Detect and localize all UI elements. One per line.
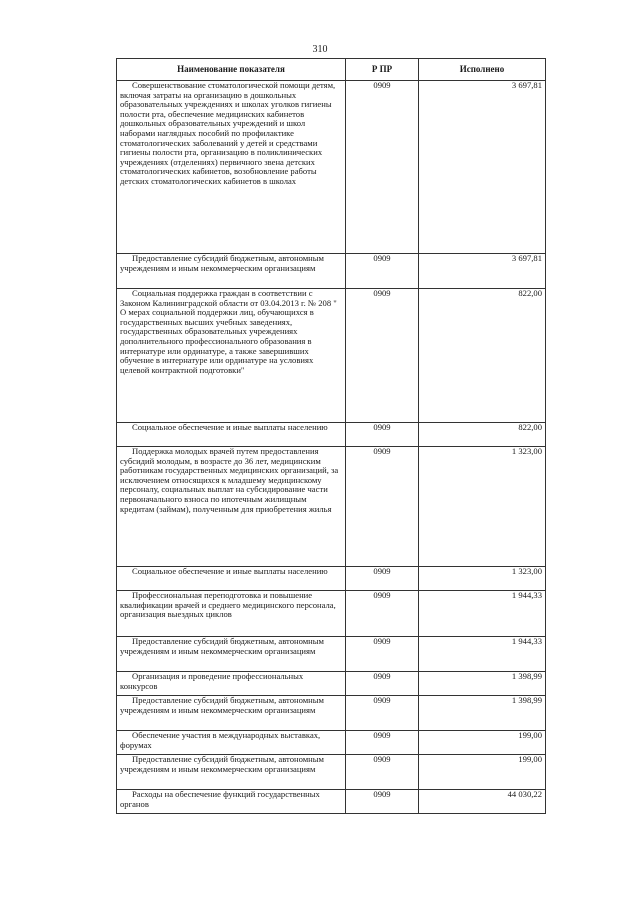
row-name: Профессиональная переподготовка и повышение квалификации врачей и среднего медицинского персонала, организация выездных циклов [120, 590, 336, 620]
row-code: 0909 [346, 81, 419, 254]
table-row [117, 289, 546, 423]
row-name-cell [117, 696, 346, 731]
row-name-cell [117, 567, 346, 591]
row-name-cell [117, 755, 346, 790]
row-amount: 44 030,22 [419, 790, 546, 814]
row-amount: 3 697,81 [419, 254, 546, 289]
column-header-amount: Исполнено [419, 59, 546, 81]
table-row [117, 790, 546, 814]
table-row [117, 672, 546, 696]
row-amount: 1 944,33 [419, 637, 546, 672]
table-header-row [117, 59, 546, 81]
table-row [117, 254, 546, 289]
row-code: 0909 [346, 731, 419, 755]
budget-table [116, 58, 546, 814]
row-name-cell [117, 289, 346, 423]
row-code: 0909 [346, 755, 419, 790]
row-code: 0909 [346, 637, 419, 672]
table-row [117, 755, 546, 790]
row-amount: 1 323,00 [419, 567, 546, 591]
page-number: 310 [312, 44, 328, 55]
row-amount: 1 398,99 [419, 672, 546, 696]
row-name-cell [117, 591, 346, 637]
row-amount: 1 398,99 [419, 696, 546, 731]
row-code: 0909 [346, 672, 419, 696]
row-name: Предоставление субсидий бюджетным, автономным учреждениям и иным некоммерческим организациям [120, 754, 324, 774]
table-row [117, 637, 546, 672]
row-code: 0909 [346, 790, 419, 814]
row-amount: 822,00 [419, 423, 546, 447]
row-amount: 822,00 [419, 289, 546, 423]
row-code: 0909 [346, 696, 419, 731]
row-name-cell [117, 447, 346, 567]
row-name: Социальное обеспечение и иные выплаты населению [132, 422, 328, 432]
table-row [117, 447, 546, 567]
row-name: Предоставление субсидий бюджетным, автономным учреждениям и иным некоммерческим организациям [120, 253, 324, 273]
table-row [117, 591, 546, 637]
row-name: Обеспечение участия в международных выставках, форумах [120, 730, 321, 750]
row-name: Поддержка молодых врачей путем предоставления субсидий молодым, в возрасте до 36 лет, медицинским работникам государственных медицинских организаций, за исключением относящихся к младшему медицинскому персоналу, социальных выплат на субсидирование части первоначального взноса по ипотечным жилищным кредитам (займам), полученным для приобретения жилья [120, 446, 339, 514]
row-name: Совершенствование стоматологической помощи детям, включая затраты на организацию в дошкольных образовательных учреждениях и школах уголков гигиены полости рта, обеспечение медицинских кабинетов дошкольных образовательных учреждений и школ наборами наглядных пособий по профилактике стоматологических заболеваний у детей и средствами гигиены полости рта, организацию в поликлинических учреждениях (отделениях) первичного звена детских стоматологических кабинетов, возобновление работы детских стоматологических кабинетов в школах [120, 80, 336, 186]
row-name: Социальная поддержка граждан в соответствии с Законом Калининградской области от 03.04.2013 г. № 208 " О мерах социальной поддержки лиц, обучающихся в государственных высших учебных заведениях, государственных образовательных учреждениях дополнительного профессионального образования в интернатуре или ординатуре, а также завершивших обучение в интернатуре или ординатуре на условиях целевой контрактной подготовки" [120, 288, 337, 375]
table-row [117, 81, 546, 254]
table-row [117, 567, 546, 591]
table-row [117, 423, 546, 447]
row-code: 0909 [346, 254, 419, 289]
row-name: Социальное обеспечение и иные выплаты населению [132, 566, 328, 576]
row-name-cell [117, 637, 346, 672]
row-name-cell [117, 790, 346, 814]
row-name-cell [117, 81, 346, 254]
row-amount: 199,00 [419, 731, 546, 755]
row-name: Расходы на обеспечение функций государственных органов [120, 789, 320, 809]
row-code: 0909 [346, 567, 419, 591]
row-name-cell [117, 672, 346, 696]
row-amount: 1 323,00 [419, 447, 546, 567]
row-name: Предоставление субсидий бюджетным, автономным учреждениям и иным некоммерческим организациям [120, 695, 324, 715]
row-name-cell [117, 254, 346, 289]
row-code: 0909 [346, 447, 419, 567]
row-amount: 3 697,81 [419, 81, 546, 254]
row-name-cell [117, 731, 346, 755]
row-name: Предоставление субсидий бюджетным, автономным учреждениям и иным некоммерческим организациям [120, 636, 324, 656]
row-code: 0909 [346, 591, 419, 637]
row-code: 0909 [346, 423, 419, 447]
table-row [117, 731, 546, 755]
column-header-code: Р ПР [346, 59, 419, 81]
table-row [117, 696, 546, 731]
column-header-name: Наименование показателя [117, 59, 346, 81]
row-amount: 1 944,33 [419, 591, 546, 637]
row-amount: 199,00 [419, 755, 546, 790]
row-name-cell [117, 423, 346, 447]
row-code: 0909 [346, 289, 419, 423]
row-name: Организация и проведение профессиональных конкурсов [120, 671, 304, 691]
